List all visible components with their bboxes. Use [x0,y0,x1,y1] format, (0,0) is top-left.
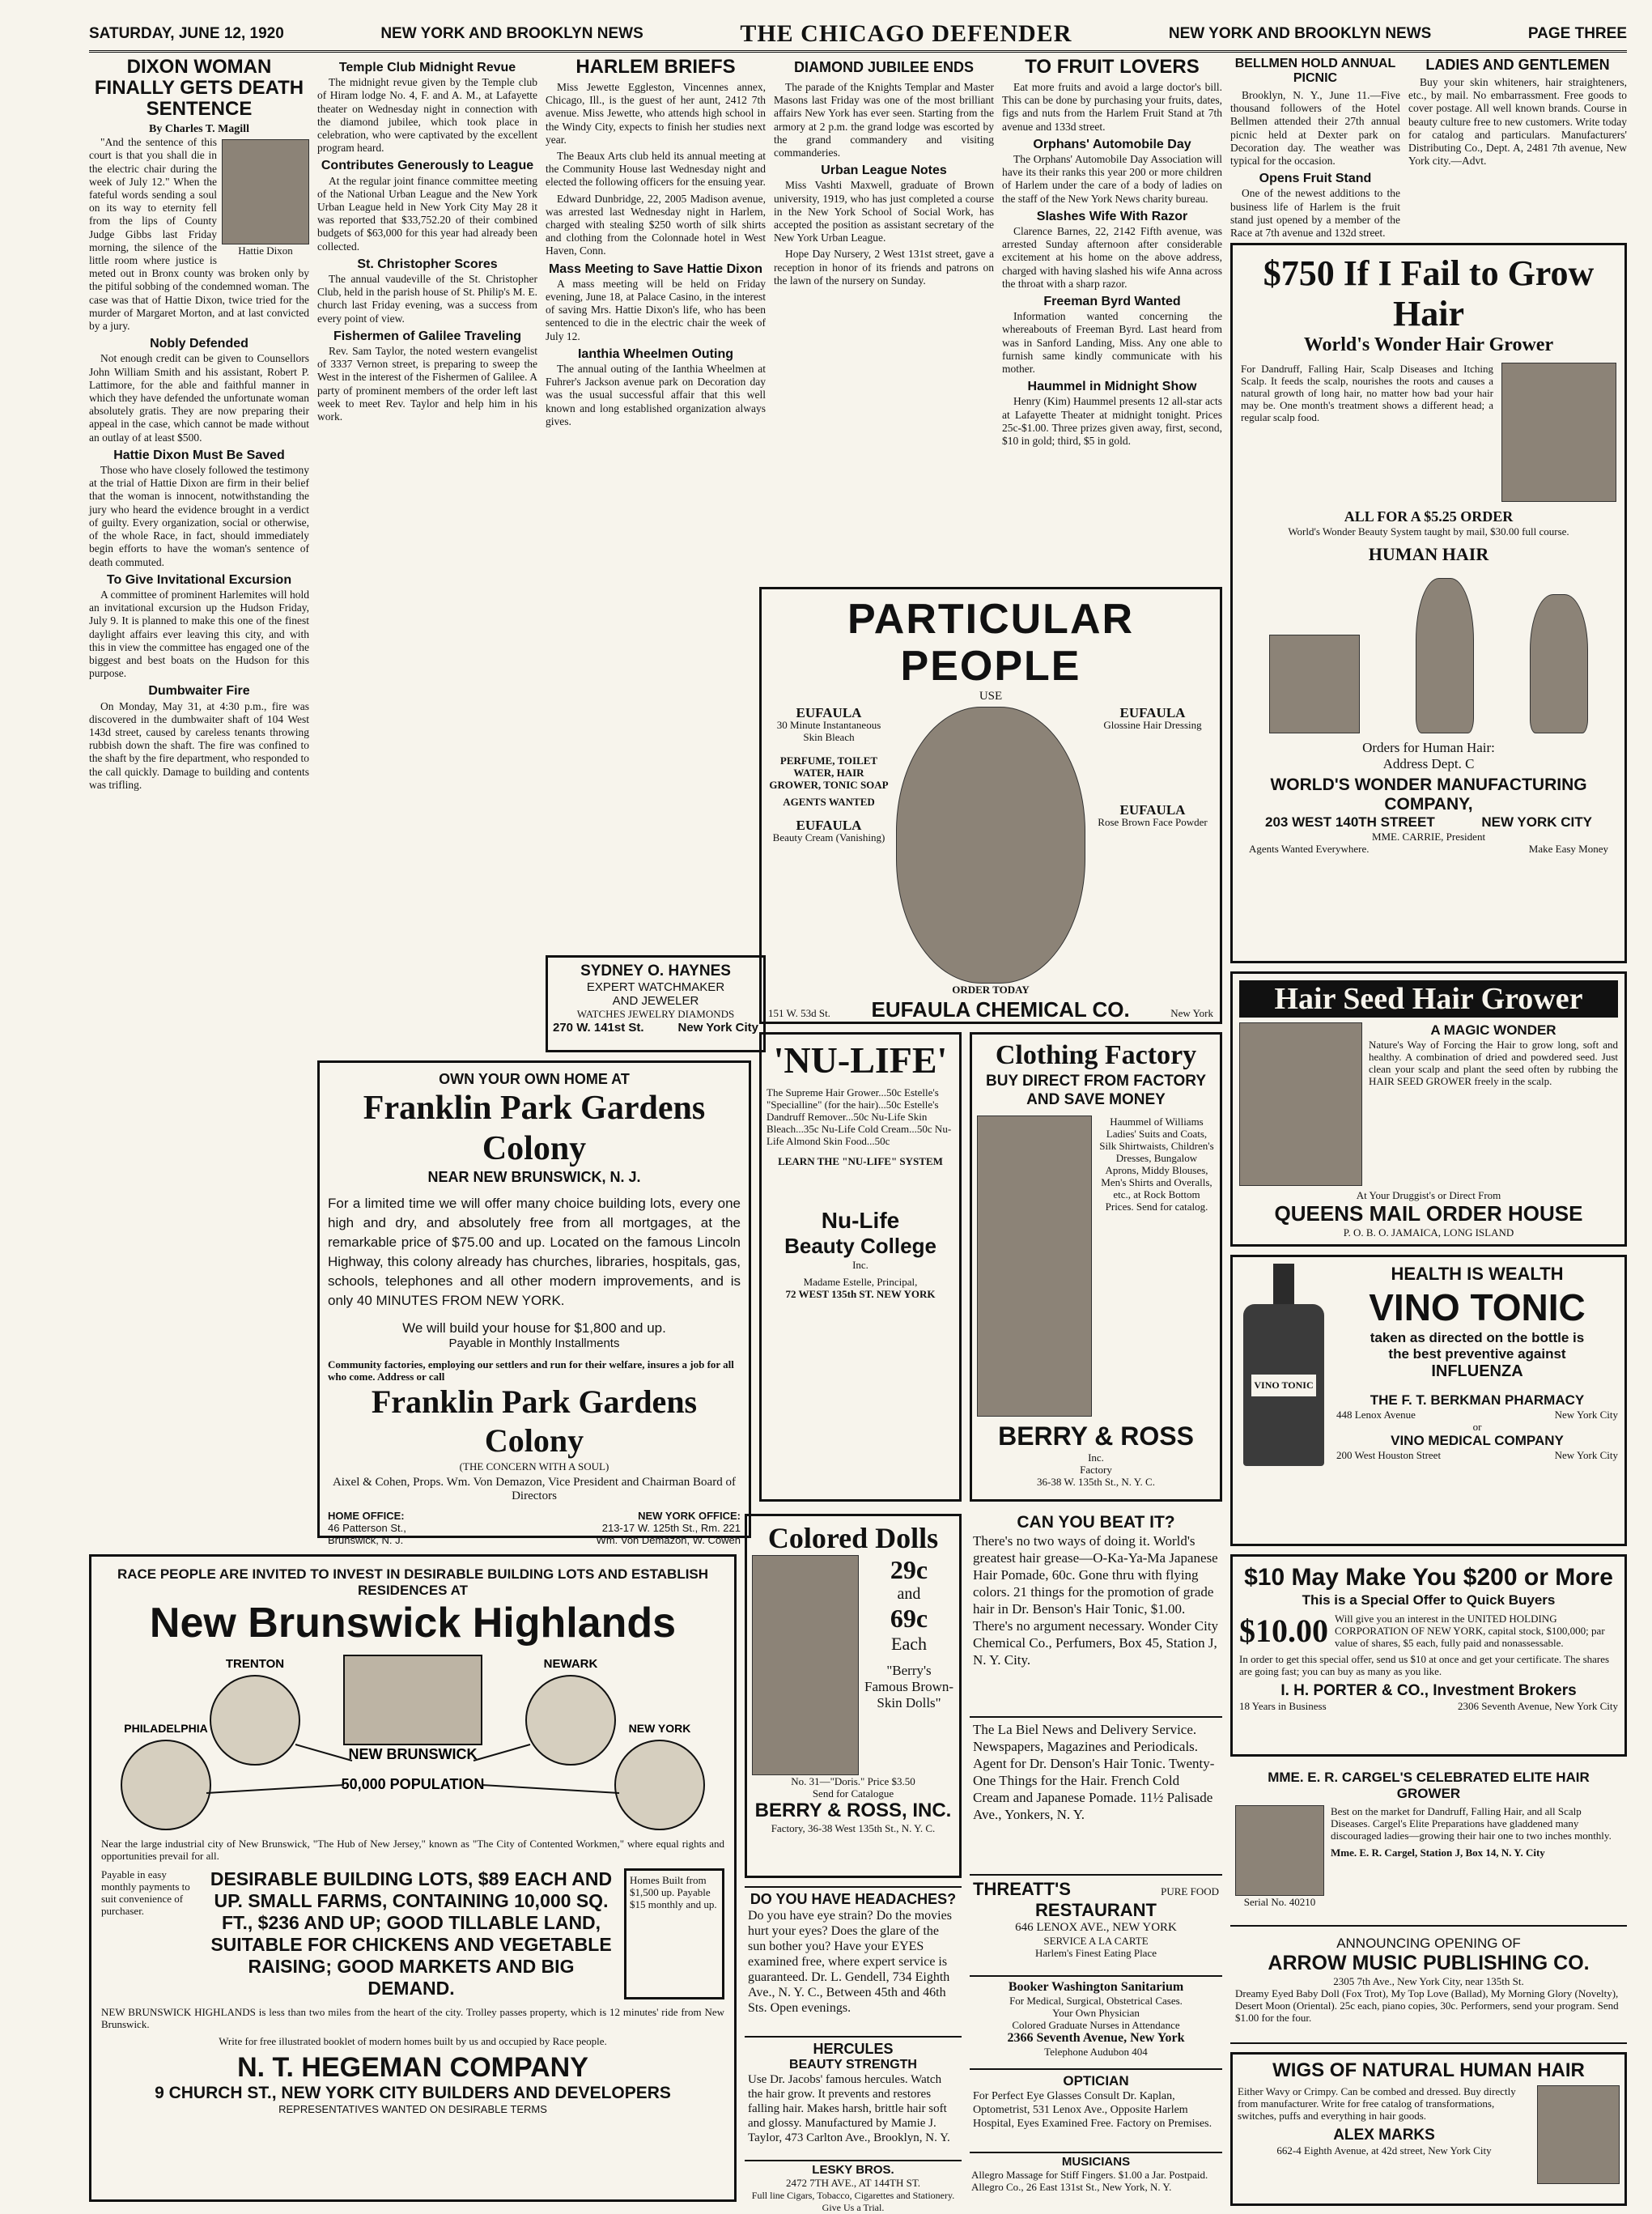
article-subhead: Dumbwaiter Fire [148,684,250,699]
ad-line: MME. CARRIE, President [1371,831,1486,843]
ad-body: Dreamy Eyed Baby Doll (Fox Trot), My Top Love (Ballad), My Morning Glory (Novelty), Desert Moon (Oriental). 25c each, piano copies, 30c. Performers, send your program. Send $1.00 for the four. [1235,1987,1619,2024]
woman-portrait [896,707,1085,984]
ad-line: and [897,1585,921,1603]
masthead-section-left: NEW YORK AND BROOKLYN NEWS [380,25,643,42]
ad-line: Agents Wanted Everywhere. [1249,843,1370,855]
ad-line: Send for Catalogue [812,1787,894,1800]
article-paragraph: The annual vaudeville of the St. Christopher Club, held in the parish house of St. Philip's M. E. church last Friday evening, was a success from every point of view. [317,273,537,325]
ad-headline: Franklin Park Gardens Colony [371,1383,698,1459]
article-paragraph: Rev. Sam Taylor, the noted western evangelist of 3337 Vernon street, is preparing to sweep the West in the interest of the Fishermen of Galilee. A party of prominent members of the order left last week to meet Rev. Taylor and help him in his work. [317,345,537,423]
ad-headline: Booker Washington Sanitarium [1008,1980,1184,1994]
article-paragraph: The Orphans' Automobile Day Association will have its their ranks this year 200 or more children of Harlem under the care of a body of ladies on the staff of the New York News charity bureau. [1002,153,1222,205]
ad-line: Your Own Physician [1052,2007,1140,2019]
ad-hercules [745,2036,962,2157]
ad-headline: MUSICIANS [1061,2155,1131,2169]
ad-line: or [1472,1421,1482,1433]
ad-line: the best preventive against [1388,1346,1566,1362]
article-byline: By Charles T. Magill [149,123,249,135]
masthead-section-right: NEW YORK AND BROOKLYN NEWS [1168,25,1432,42]
ad-line: Make Easy Money [1528,843,1608,855]
ad-body: Near the large industrial city of New Brunswick, "The Hub of New Jersey," known as "The City of Contented Workmen," where equal rights and opportunities prevail for all. [101,1838,724,1862]
ad-company: BERRY & ROSS [998,1421,1194,1451]
product-desc: Glossine Hair Dressing [1103,719,1202,731]
article-paragraph: Information wanted concerning the whereabouts of Freeman Byrd. Last heard from was in Sanford Landing, Miss. Any one able to furnish same kindly communicate with his mother. [1002,310,1222,376]
product-title: EUFAULA [796,818,862,833]
ad-line: Aixel & Cohen, Props. Wm. Von Demazon, Vice President and Chairman Board of Directors [333,1476,736,1502]
map-label-newark: NEWARK [543,1657,598,1671]
woman-portrait [1537,2085,1620,2184]
ad-line: We will build your house for $1,800 and up. [402,1320,666,1336]
ad-company: I. H. PORTER & CO., Investment Brokers [1280,1682,1577,1699]
ad-headline: HERCULES [813,2041,894,2057]
article-subhead: Haummel in Midnight Show [1027,380,1197,394]
ad-body: For Perfect Eye Glasses Consult Dr. Kaplan, Optometrist, 531 Lenox Ave., Opposite Harlem Hospital, Eyes Examined Free. Factory on Premises. [973,2090,1212,2130]
article-fruit-lovers [1002,57,1222,575]
product-list: PERFUME, TOILET WATER, HAIR GROWER, TONIC SOAP [769,754,889,791]
article-paragraph: "And the sentence of this court is that you shall die in the electric chair during the week of July 12." When the fateful words sending a soul on its way to eternity fell from the lips of County Judge Gibbs last Friday morning, the silence of the little room where justice is meted out in Bronx county was broken only by the pitiful sobbing of the condemned woman. The case was that of Hattie Dixon, twice tried for the murder of Margaret Morton, and at last convicted by a jury. [89,136,309,333]
region-map-illustration [101,1647,724,1834]
ad-company: QUEENS MAIL ORDER HOUSE [1274,1201,1583,1226]
ad-line: WATCHES JEWELRY DIAMONDS [576,1008,735,1020]
ad-address: 2305 7th Ave., New York City, near 135th St. [1333,1975,1524,1987]
article-paragraph: The Beaux Arts club held its annual meeting at the Community House last Wednesday night and elected the following officers for the ensuing year. [546,150,766,189]
article-paragraph: One of the newest additions to the business life of Harlem is the fruit stand just opened by a member of the Race at 7th avenue and 132d street. [1230,187,1400,240]
product-title: EUFAULA [796,705,862,720]
ad-optician [970,2068,1222,2149]
map-label-philadelphia: PHILADELPHIA [124,1722,208,1735]
ad-headline: DO YOU HAVE HEADACHES? [750,1891,957,1907]
article-subhead: To Give Invitational Excursion [106,572,292,587]
ad-subhead: BEAUTY STRENGTH [789,2058,917,2072]
ad-body: In order to get this special offer, send us $10 at once and get your certificate. The shares are going fast; you can buy as many as you like. [1239,1653,1610,1677]
ad-line: Telephone Audubon 404 [1044,2046,1148,2058]
article-ladies-gentlemen [1408,57,1627,235]
ad-headline: CAN YOU BEAT IT? [1017,1513,1175,1532]
article-paragraph: At the regular joint finance committee meeting of the National Urban League and the New York Urban League held in New York City May 28 it was reported that $33,752.20 of their combined budgets of $63,000 for this year had already been collected. [317,174,537,253]
ad-headline: LESKY BROS. [812,2163,894,2177]
article-harlem-briefs [546,57,766,947]
ad-company: BERRY & ROSS, INC. [754,1800,952,1821]
ad-line: taken as directed on the bottle is [1370,1330,1585,1345]
article-paragraph: Miss Vashti Maxwell, graduate of Brown university, 1919, who has just completed a course in the New York School of Social Work, has accepted the position as assistant secretary of the New York Urban League. [774,179,994,244]
price: 29c [890,1555,928,1584]
ad-threatts-restaurant [970,1874,1222,1971]
ad-address: 203 WEST 140TH STREET [1265,814,1435,830]
ad-ten-dollars [1230,1554,1627,1757]
masthead [89,18,1627,53]
ad-particular-people [759,587,1222,1024]
ad-can-you-beat-it [970,1510,1222,1712]
ad-colored-dolls [745,1514,962,1878]
article-subhead: St. Christopher Scores [357,257,498,271]
ad-address: Mme. E. R. Cargel, Station J, Box 14, N. Y. City [1331,1846,1545,1859]
woman-portrait [1501,363,1616,502]
ad-title: SYDNEY O. HAYNES [580,963,731,980]
ad-offer: ALL FOR A $5.25 ORDER [1344,508,1514,525]
ad-address: 662-4 Eighth Avenue, at 42d street, New York City [1276,2144,1492,2157]
ad-line: SERVICE A LA CARTE [1043,1935,1149,1947]
bottle-illustration [1239,1264,1328,1466]
ad-headline: PARTICULAR PEOPLE [847,596,1135,690]
ad-line: ANNOUNCING OPENING OF [1336,1936,1521,1951]
ad-body: For a limited time we will offer many choice building lots, every one high and dry, and absolutely free from all mortgages, at the remarkable price of $75.00 and up. Located on the famous Lincoln Highway, this colony already has churches, libraries, hospitals, gas, schools, telephones and all other modern improvements, and is only 40 MINUTES FROM NEW YORK. [328,1196,741,1308]
ad-line: At Your Druggist's or Direct From [1356,1189,1501,1201]
ad-subhead: World's Wonder Hair Grower [1303,334,1554,355]
ad-company: EUFAULA CHEMICAL CO. [871,997,1130,1022]
article-paragraph: Brooklyn, N. Y., June 11.—Five thousand followers of the Hotel Bellmen attended their 27th annual picnic held at Dexter park on Decoration day. The weather was typical for the occasion. [1230,89,1400,168]
article-paragraph: On Monday, May 31, at 4:30 p.m., fire was discovered in the dumbwaiter shaft of 104 West 143d street, caused by careless tenants throwing rubbish down the shaft. The fire was confined to the shaft by the fire department, who responded to the call quickly. Damage to building and contents was trifling. [89,699,309,791]
ad-headline: OPTICIAN [1063,2073,1129,2089]
ad-franklin-park [317,1060,751,1546]
ad-line: RACE PEOPLE ARE INVITED TO INVEST IN DESIRABLE BUILDING LOTS AND ESTABLISH RESIDENCES AT [117,1566,709,1598]
hair-samples [1241,572,1616,733]
ad-body: Nature's Way of Forcing the Hair to grow long, soft and healthy. A combination of dried and powdered seed. Just clean your scalp and plant the seed often by rubbing the HAIR SEED GROWER freely in the scalp. [1369,1039,1618,1087]
article-subhead: Opens Fruit Stand [1259,172,1372,186]
doll-illustration [752,1555,859,1775]
price: 69c [890,1604,928,1633]
article-dixon [89,57,309,1368]
ad-company: VINO MEDICAL COMPANY [1391,1433,1564,1448]
ad-line: Serial No. 40210 [1243,1896,1316,1908]
ad-headline: MME. E. R. CARGEL'S CELEBRATED ELITE HAIR GROWER [1268,1770,1590,1801]
ad-vino-tonic [1230,1255,1627,1546]
ad-body: Either Wavy or Crimpy. Can be combed and dressed. Buy directly from manufacturer. Write for free catalog of transformations, switches, puffs and everything in hair goods. [1238,2085,1516,2122]
ad-line: AND JEWELER [612,994,699,1008]
article-subhead: Temple Club Midnight Revue [338,61,516,74]
ad-line: INFLUENZA [1431,1362,1523,1380]
ad-address: Factory, 36-38 West 135th St., N. Y. C. [771,1822,936,1834]
ad-nu-life [759,1032,962,1502]
article-headline: DIXON WOMAN FINALLY GETS DEATH SENTENCE [94,56,304,120]
dress-illustration [977,1115,1092,1417]
office-address: 213-17 W. 125th St., Rm. 221 [601,1522,741,1534]
ad-address: 646 LENOX AVE., NEW YORK [1015,1921,1177,1934]
ad-line: Community factories, employing our settlers and run for their welfare, insures a job for all who come. Address or call [328,1358,734,1383]
article-subhead: Hattie Dixon Must Be Saved [113,448,285,462]
ad-company: WORLD'S WONDER MANUFACTURING COMPANY, [1270,776,1587,814]
ad-city: New York City [1554,1449,1618,1461]
ad-headline: 'NU-LIFE' [773,1039,948,1081]
article-paragraph: A committee of prominent Harlemites will hold an invitational excursion up the Hudson Friday, July 9. It is planned to make this one of the finest daylight affairs ever leaving this city, and with this in view the committee has engaged one of the biggest and best boats on the Hudson for this purpose. [89,588,309,680]
ad-terms: Homes Built from $1,500 up. Payable $15 monthly and up. [624,1868,724,1999]
ad-line: "Berry's Famous Brown-Skin Dolls" [864,1663,954,1710]
ad-line: Factory [1080,1464,1112,1476]
ad-headline: New Brunswick Highlands [149,1600,677,1647]
ad-cargel-hair-grower [1230,1765,1627,1927]
article-subhead: Ianthia Wheelmen Outing [577,346,733,361]
ad-company: N. T. HEGEMAN COMPANY [237,2052,588,2083]
ad-city: New York [1170,1007,1213,1019]
ad-line: Orders for Human Hair: [1362,740,1495,755]
ad-line: For Medical, Surgical, Obstetrical Cases. [1009,1995,1183,2007]
ad-line: HEALTH IS WEALTH [1391,1264,1564,1284]
ad-line: LEARN THE "NU-LIFE" SYSTEM [778,1155,943,1167]
ad-wigs [1230,2052,1627,2206]
ad-line: 18 Years in Business [1239,1700,1327,1712]
college-name: Beauty College [784,1234,936,1258]
ad-city: NEW YORK CITY [1481,814,1592,830]
article-headline: LADIES AND GENTLEMEN [1425,57,1610,73]
article-subhead: Fishermen of Galilee Traveling [333,329,522,343]
ad-line: PURE FOOD [1161,1885,1219,1897]
ad-line: ORDER TODAY [952,984,1030,996]
article-bellmen [1230,57,1400,240]
ad-arrow-music [1230,1931,1627,2044]
ad-line: (THE CONCERN WITH A SOUL) [459,1460,609,1472]
article-paragraph: Buy your skin whiteners, hair straighteners, etc., by mail. No embarrassment. Free goods to cover postage. All well known brands. Course in beauty culture free to new customers. Write today for catalog and particulars. Manufacturers' Distributing Co., Dept. A, 2481 7th avenue, New York city.—Advt. [1408,76,1627,168]
hair-switch-image [1416,578,1474,733]
ad-address: 270 W. 141st St. [553,1021,644,1035]
ad-line: EXPERT WATCHMAKER [586,980,725,994]
article-paragraph: Edward Dunbridge, 22, 2005 Madison avenue, was arrested last Wednesday night in Harlem, charged with stealing $250 worth of silk shirts and clothing from the Colonnade hotel in West Haven, Conn. [546,192,766,257]
ad-address: 200 West Houston Street [1336,1449,1442,1461]
article-paragraph: Miss Jewette Eggleston, Vincennes annex, Chicago, Ill., is the guest of her aunt, 2412 7th avenue. Miss Jewette, who attends high school in the Windy City, expects to finish her studies next year. [546,81,766,146]
ad-body: For Dandruff, Falling Hair, Scalp Diseases and Itching Scalp. It feeds the scalp, nourishes the roots and causes a natural growth of long hair, no matter how bad your hair may be. One month's treatment shows a different head; a regular scalp food. [1241,363,1493,423]
ad-headline: Hair Seed Hair Grower [1239,980,1618,1018]
ad-offer: DESIRABLE BUILDING LOTS, $89 EACH AND UP. SMALL FARMS, CONTAINING 10,000 SQ. FT., $236 AND UP; GOOD TILLABLE LAND, SUITABLE FOR CHICKENS AND VEGETABLE RAISING; GOOD MARKETS AND BIG DEMAND. [210,1868,613,1999]
ad-section-title: HUMAN HAIR [1368,544,1489,564]
portrait-photo [222,139,309,244]
portrait-photo [1235,1805,1324,1896]
ad-headline: ARROW MUSIC PUBLISHING CO. [1268,1952,1590,1974]
ad-line: Address Dept. C [1382,756,1475,771]
ad-line: REPRESENTATIVES WANTED ON DESIRABLE TERMS [278,2103,547,2115]
product-title: EUFAULA [1119,802,1186,818]
portrait-caption: Hattie Dixon [238,244,293,257]
article-headline: DIAMOND JUBILEE ENDS [793,59,975,75]
ad-new-brunswick-highlands [89,1554,737,2202]
ad-address: P. O. B. O. JAMAICA, LONG ISLAND [1343,1226,1514,1239]
portrait [222,139,309,257]
ad-headline: VINO TONIC [1369,1286,1586,1328]
article-temple-club [317,57,537,1004]
ad-body: Do you have eye strain? Do the movies hurt your eyes? Does the glare of the sun bother you? Have your EYES examined free, where expert service is guaranteed. Dr. L. Gendell, 734 Eighth Ave., N. Y. C., Between 45th and 46th Sts. Open evenings. [748,1909,952,2015]
ad-clothing-factory [970,1032,1222,1502]
college-name: Nu-Life [821,1208,900,1233]
article-paragraph: Eat more fruits and avoid a large doctor's bill. This can be done by purchasing your fruits, dates, figs and nuts from the Harlem Fruit Stand at 7th avenue and 133d street. [1002,81,1222,133]
ad-line: Inc. [1088,1451,1104,1464]
product-desc: 30 Minute Instantaneous Skin Bleach [776,719,881,743]
article-headline: HARLEM BRIEFS [575,56,736,78]
ad-haynes [546,955,766,1052]
ad-line: Write for free illustrated booklet of modern homes built by us and occupied by Race people. [219,2035,607,2047]
ad-address: 2306 Seventh Avenue, New York City [1457,1700,1618,1712]
ad-body: Allegro Massage for Stiff Fingers. $1.00 a Jar. Postpaid. Allegro Co., 26 East 131st St., New York, N. Y. [971,2169,1208,2193]
ad-line: Madame Estelle, Principal, [803,1276,918,1288]
article-subhead: Mass Meeting to Save Hattie Dixon [548,261,763,276]
ad-price: $10.00 [1239,1613,1328,1649]
ad-headline: Franklin Park Gardens Colony [363,1090,706,1167]
article-paragraph: Henry (Kim) Haummel presents 12 all-star acts at Lafayette Theater at midnight tonight. Prices 25c-$1.00. Three prizes given away, first, second, $10 in gold; third, $5 in gold. [1002,395,1222,448]
ad-body: Use Dr. Jacobs' famous hercules. Watch the hair grow. It prevents and restores falling hair. Makes harsh, brittle hair soft and glossy. Manufactured by Mamie J. Taylor, 473 Carlton Ave., Brooklyn, N. Y. [748,2073,950,2144]
map-label-new-york: NEW YORK [628,1722,691,1735]
article-paragraph: The midnight revue given by the Temple club of Hiram lodge No. 4, F. and A. M., at Lafayette theater on Wednesday night in connection with the diamond jubilee, which took place in celebration, who were captivated by the excellent program heard. [317,76,537,155]
ad-address: 9 CHURCH ST., NEW YORK CITY BUILDERS AND DEVELOPERS [155,2084,671,2102]
ad-hair-seed [1230,971,1627,1247]
ad-subhead: NEAR NEW BRUNSWICK, N. J. [427,1169,641,1185]
ad-body: The La Biel News and Delivery Service. Newspapers, Magazines and Periodicals. Agent for Dr. Denson's Hair Tonic. Twenty-One Things for the Hair. French Cold Cream and Japanese Pomade. 11½ Palisade Ave., Yonkers, N. Y. [973,1722,1215,1822]
ad-line: Harlem's Finest Eating Place [1034,1947,1157,1959]
office-city: Brunswick, N. J. [328,1534,404,1546]
masthead-paper-title: THE CHICAGO DEFENDER [740,20,1072,47]
map-label-center: NEW BRUNSWICK [348,1746,478,1762]
ad-city: New York City [677,1021,758,1035]
ad-headline: Clothing Factory [995,1040,1197,1070]
ad-line: Each [891,1634,927,1654]
ad-grow-hair [1230,243,1627,963]
ad-headline: THREATT'S [973,1879,1071,1899]
ad-subhead: This is a Special Offer to Quick Buyers [1302,1592,1556,1608]
ad-line: Payable in Monthly Installments [448,1336,620,1350]
hair-switch-image [1269,635,1360,733]
ad-address: 448 Lenox Avenue [1336,1409,1416,1421]
ad-line: AGENTS WANTED [783,796,875,808]
ad-subhead: A MAGIC WONDER [1430,1022,1556,1038]
office-contact: Wm. Von Demazon, W. Cowen [596,1534,741,1546]
masthead-date: SATURDAY, JUNE 12, 1920 [89,25,284,42]
product-title: EUFAULA [1119,705,1186,720]
map-label-population: 50,000 POPULATION [341,1776,485,1792]
article-paragraph: A mass meeting will be held on Friday evening, June 18, at Palace Casino, in the interest of saving Mrs. Hattie Dixon's life, who has been sentenced to die in the electric chair the week of July 12. [546,277,766,342]
map-label-trenton: TRENTON [225,1657,285,1671]
office-label: HOME OFFICE: [328,1510,405,1522]
article-subhead: Orphans' Automobile Day [1033,137,1191,151]
ad-line: No. 31—"Doris." Price $3.50 [791,1775,915,1787]
article-headline: TO FRUIT LOVERS [1025,56,1200,78]
ad-headline: $10 May Make You $200 or More [1244,1564,1613,1591]
ad-address: 2366 Seventh Avenue, New York [1007,2031,1185,2045]
article-paragraph: The parade of the Knights Templar and Master Masons last Friday was one of the most brilliant affairs New York has ever seen. Starting from the armory at 2 p.m. the grand lodge was escorted by the grand commandery and visiting commanderies. [774,81,994,159]
ad-sanitarium [970,1975,1222,2064]
article-subhead: Nobly Defended [150,337,248,351]
ad-terms: Payable in easy monthly payments to suit convenience of purchaser. [101,1868,190,1917]
ad-headline: WIGS OF NATURAL HUMAN HAIR [1272,2059,1585,2081]
ad-line: Inc. [852,1259,868,1271]
article-paragraph: Clarence Barnes, 22, 2142 Fifth avenue, was arrested Sunday afternoon after considerable excitement at his home on the above address, charged with having slashed his wife Anna across the throat with a sharp razor. [1002,225,1222,290]
ad-body: There's no two ways of doing it. World's greatest hair grease—O-Ka-Ya-Ma Japanese Hair Pomade, 60c. Gone thru with flying colors. 21 things for the promotion of grade hair in Dr. Benson's Hair Tonic, $1.00. There's no argument necessary. Wonder City Chemical Co., Perfumers, Box 45, Station J, N. Y. City. [973,1533,1219,1668]
masthead-page-number: PAGE THREE [1527,25,1627,42]
ad-body: NEW BRUNSWICK HIGHLANDS is less than two miles from the heart of the city. Trolley passes property, which is 12 minutes' ride from New Brunswick. [101,2006,724,2030]
ad-subhead: RESTAURANT [1035,1900,1157,1920]
ad-address: 72 WEST 135th ST. NEW YORK [785,1288,936,1300]
article-subhead: Freeman Byrd Wanted [1043,295,1181,309]
article-diamond-jubilee [774,57,994,575]
ad-line: USE [979,690,1003,703]
product-list: The Supreme Hair Grower...50c Estelle's "Specialline" (for the hair)...50c Estelle's Dandruff Remover...50c Nu-Life Skin Bleach...35c Nu-Life Cold Cream...50c Nu-Life Almond Skin Food...50c [767,1086,952,1147]
ad-address: 151 W. 53d St. [768,1007,830,1019]
article-paragraph: Not enough credit can be given to Counsellors John William Smith and his assistant, Robert P. Lattimore, for the able and faithful manner in which they have defended the unfortunate woman absolutely gratis. They are now preparing their appeal in the case, which cannot be made without an outlay of at least $500. [89,352,309,444]
ad-la-biel [970,1716,1222,1870]
ad-company: ALEX MARKS [1333,2127,1435,2144]
ad-headline: Colored Dolls [767,1522,939,1554]
woman-long-hair-illustration [1239,1022,1362,1186]
article-paragraph: The annual outing of the Ianthia Wheelmen at Fuhrer's Jackson avenue park on Decoration day was the usual successful affair that this well known and long established organization always gives. [546,363,766,427]
ad-line: OWN YOUR OWN HOME AT [439,1071,630,1087]
ad-company: THE F. T. BERKMAN PHARMACY [1370,1392,1585,1408]
ad-body: Will give you an interest in the UNITED HOLDING CORPORATION OF NEW YORK, capital stock, $100,000; par value of shares, $5 each, fully paid and nonassessable. [1335,1613,1605,1649]
ad-line: Colored Graduate Nurses in Attendance [1012,2019,1180,2031]
hair-switch-image [1530,594,1588,733]
article-paragraph: Hope Day Nursery, 2 West 131st street, gave a reception in honor of its friends and patrons on the lawn of the nursery on Sunday. [774,248,994,287]
ad-body: Best on the market for Dandruff, Falling Hair, and all Scalp Diseases. Cargel's Elite Preparations have gladdened many discouraged ladies—growing their hair one to two inches monthly. [1331,1805,1612,1842]
article-paragraph: Those who have closely followed the testimony at the trial of Hattie Dixon are firm in their belief that the woman is innocent, notwithstanding the jury who heard the evidence brought in a verdict of guilty. Every organization, social or otherwise, of the whole Race, in fact, should immediately begin efforts to have the woman's sentence of death commuted. [89,464,309,568]
ad-musicians [970,2152,1222,2208]
article-subhead: Slashes Wife With Razor [1036,209,1188,223]
ad-body: Full line Cigars, Tobacco, Cigarettes and Stationery. Give Us a Trial. [751,2190,955,2213]
office-address: 46 Patterson St., [328,1522,406,1534]
ad-subhead: BUY DIRECT FROM FACTORY AND SAVE MONEY [986,1073,1206,1108]
ad-address: 36-38 W. 135th St., N. Y. C. [1037,1476,1155,1488]
product-desc: Beauty Cream (Vanishing) [772,831,885,844]
article-subhead: Urban League Notes [821,164,947,178]
ad-headline: $750 If I Fail to Grow Hair [1263,253,1595,334]
product-desc: Rose Brown Face Powder [1098,816,1208,828]
ad-city: New York City [1554,1409,1618,1421]
ad-lesky-bros [745,2160,962,2213]
office-label: NEW YORK OFFICE: [638,1510,741,1522]
ad-address: 2472 7TH AVE., AT 144TH ST. [785,2177,921,2189]
ad-price: World's Wonder Beauty System taught by mail, $30.00 full course. [1288,525,1569,538]
bottle-label: VINO TONIC [1251,1375,1316,1396]
ad-body: Haummel of Williams Ladies' Suits and Coats, Silk Shirtwaists, Children's Dresses, Bungalow Aprons, Middy Blouses, Men's Shirts and Overalls, etc., at Rock Bottom Prices. Send for catalog. [1099,1115,1214,1213]
article-headline: BELLMEN HOLD ANNUAL PICNIC [1234,57,1396,85]
ad-headaches [745,1886,962,2032]
article-subhead: Contributes Generously to League [321,159,534,173]
